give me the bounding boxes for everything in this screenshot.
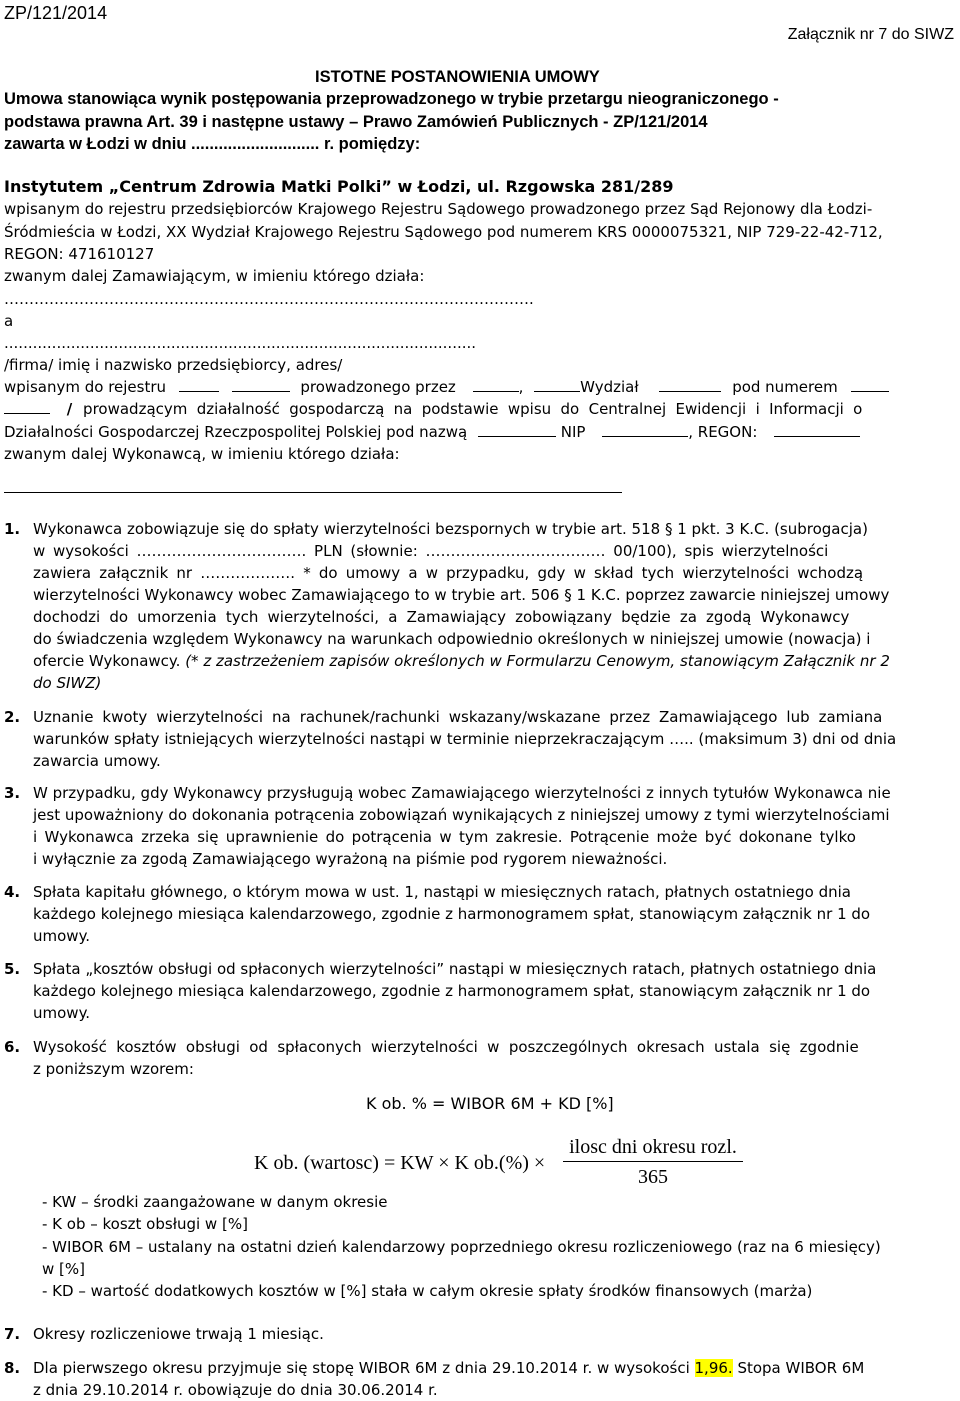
section-2-line: warunków spłaty istniejących wierzytelności nastąpi w terminie nieprzekraczającym ….. (maksimum 3) dni od dnia xyxy=(33,730,897,748)
fraction-bar xyxy=(563,1161,743,1162)
party1-line-3: REGON: 471610127 xyxy=(4,245,155,263)
section-number: 4. xyxy=(4,883,21,901)
party1-dots-2: ................................................................................................... xyxy=(4,334,477,352)
party2-text: prowadzącym działalność gospodarczą na podstawie wpisu do Centralnej Ewidencji i Informacji o xyxy=(83,400,863,418)
section-1-line: do świadczenia względem Wykonawcy na warunkach odpowiednio określonych w niniejszej umowie (nowacja) i xyxy=(33,630,871,648)
section-1 xyxy=(33,518,955,694)
section-3-line: W przypadku, gdy Wykonawcy przysługują wobec Zamawiającego wierzytelności z innych tytułów Wykonawca nie xyxy=(33,784,891,802)
section-2-line: Uznanie kwoty wierzytelności na rachunek/rachunki wskazany/wskazane przez Zamawiającego lub zamiana xyxy=(33,708,883,726)
section-1-text: ofercie Wykonawcy. xyxy=(33,652,186,670)
blank-field xyxy=(179,377,219,392)
annex-label: Załącznik nr 7 do SIWZ xyxy=(787,26,954,43)
party1-firma-note: /firma/ imię i nazwisko przedsiębiorcy, adres/ xyxy=(4,356,343,374)
party2-text: , REGON: xyxy=(688,423,758,441)
section-number: 5. xyxy=(4,960,21,978)
section-4-line: Spłata kapitału głównego, o którym mowa w ust. 1, nastąpi w miesięcznych ratach, płatnych ostatniego dnia xyxy=(33,883,851,901)
party2-text: Działalności Gospodarczej Rzeczpospolitej Polskiej pod nazwą xyxy=(4,423,468,441)
section-5 xyxy=(33,958,955,1024)
section-5-line: umowy. xyxy=(33,1004,91,1022)
definition-wibor: - WIBOR 6M – ustalany na ostatni dzień kalendarzowy poprzedniego okresu rozliczeniowego (raz na 6 miesięcy) xyxy=(42,1238,881,1256)
party2-slash: / xyxy=(66,400,73,418)
party2-text: , xyxy=(518,378,524,396)
section-1-line: wierzytelności Wykonawcy wobec Zamawiającego to w trybie art. 506 § 1 K.C. poprzez zawarcie niniejszej umowy xyxy=(33,586,890,604)
blank-field xyxy=(232,377,290,392)
section-number: 8. xyxy=(4,1359,21,1377)
section-1-footnote: (* z zastrzeżeniem zapisów określonych w Formularzu Cenowym, stanowiącym Załącznik nr 2 xyxy=(185,652,890,670)
blank-field xyxy=(478,422,556,437)
section-3-line: jest upoważniony do dokonania potrącenia zobowiązań wynikających z niniejszej umowy z tymi wierzytelnościami xyxy=(33,806,890,824)
header-line-3: zawarta w Łodzi w dniu ............................ r. pomiędzy: xyxy=(4,135,421,153)
section-3-line: i wyłącznie za zgodą Zamawiającego wyrażoną na piśmie pod rygorem nieważności. xyxy=(33,850,668,868)
section-4 xyxy=(33,881,955,947)
party1-name: Instytutem „Centrum Zdrowia Matki Polki” w Łodzi, ul. Rzgowska 281/289 xyxy=(4,177,674,196)
section-1-footnote-end: do SIWZ) xyxy=(33,674,102,692)
section-8-text: Dla pierwszego okresu przyjmuje się stopę WIBOR 6M z dnia 29.10.2014 r. w wysokości xyxy=(33,1359,695,1377)
party2-text: NIP xyxy=(560,423,586,441)
header-line-1: Umowa stanowiąca wynik postępowania przeprowadzonego w trybie przetargu nieograniczonego - xyxy=(4,90,779,108)
section-1-line: w wysokości ……………………………. PLN (słownie: ……………………………… 00/100), spis wierzytelności xyxy=(33,542,829,560)
party2-line-2 xyxy=(4,398,956,420)
section-5-line: każdego kolejnego miesiąca kalendarzowego, zgodnie z harmonogramem spłat, stanowiącym załącznik nr 1 do xyxy=(33,982,871,1000)
section-2-line: zawarcia umowy. xyxy=(33,752,161,770)
party1-line-1: wpisanym do rejestru przedsiębiorców Krajowego Rejestru Sądowego prowadzonego przez Sąd Rejonowy dla Łodzi- xyxy=(4,200,873,218)
section-7-line: Okresy rozliczeniowe trwają 1 miesiąc. xyxy=(33,1325,324,1343)
blank-field xyxy=(534,377,580,392)
header-line-2: podstawa prawna Art. 39 i następne ustawy – Prawo Zamówień Publicznych - ZP/121/2014 xyxy=(4,113,708,131)
definition-kd: - KD – wartość dodatkowych kosztów w [%] stała w całym okresie spłaty środków finansowych (marża) xyxy=(42,1282,813,1300)
signature-line xyxy=(4,478,622,493)
section-8-line-1 xyxy=(33,1357,864,1379)
party2-line-1 xyxy=(4,376,956,398)
section-3 xyxy=(33,782,955,870)
blank-field xyxy=(473,377,519,392)
section-5-line: Spłata „kosztów obsługi od spłaconych wierzytelności” nastąpi w miesięcznych ratach, płatnych ostatniego dnia xyxy=(33,960,877,978)
section-4-line: umowy. xyxy=(33,927,91,945)
definition-wibor-unit: w [%] xyxy=(42,1260,85,1278)
party2-text: Wydział xyxy=(580,378,639,396)
party1-a: a xyxy=(4,312,14,330)
party2-text: pod numerem xyxy=(732,378,838,396)
party2-line-4: zwanym dalej Wykonawcą, w imieniu którego działa: xyxy=(4,445,400,463)
blank-field xyxy=(851,377,889,392)
section-6-line: Wysokość kosztów obsługi od spłaconych wierzytelności w poszczególnych okresach ustala się zgodnie xyxy=(33,1038,859,1056)
party2-text: prowadzonego przez xyxy=(300,378,456,396)
blank-field xyxy=(659,377,721,392)
blank-field xyxy=(4,399,50,414)
formula-numerator: ilosc dni okresu rozl. xyxy=(569,1136,737,1158)
section-1-line-7 xyxy=(33,650,955,672)
document-title: ISTOTNE POSTANOWIENIA UMOWY xyxy=(315,68,600,86)
section-3-line: i Wykonawca zrzeka się uprawnienie do potrącenia w tym zakresie. Potrącenie może być dokonane tylko xyxy=(33,828,856,846)
reference-number: ZP/121/2014 xyxy=(4,3,108,23)
section-number: 6. xyxy=(4,1038,21,1056)
section-1-line: Wykonawca zobowiązuje się do spłaty wierzytelności bezspornych w trybie art. 518 § 1 pkt. 3 K.C. (subrogacja) xyxy=(33,520,868,538)
party1-line-4: zwanym dalej Zamawiającym, w imieniu którego działa: xyxy=(4,267,425,285)
formula-cost-left: K ob. (wartosc) = KW × K ob.(%) × xyxy=(254,1152,546,1174)
section-4-line: każdego kolejnego miesiąca kalendarzowego, zgodnie z harmonogramem spłat, stanowiącym załącznik nr 1 do xyxy=(33,905,871,923)
formula-rate: K ob. % = WIBOR 6M + KD [%] xyxy=(366,1094,614,1113)
party1-dots: ……………………………………………………………………………………………. xyxy=(4,290,534,308)
blank-field xyxy=(602,422,688,437)
section-number: 3. xyxy=(4,784,21,802)
definition-kob: - K ob – koszt obsługi w [%] xyxy=(42,1215,248,1233)
definition-kw: - KW – środki zaangażowane w danym okresie xyxy=(42,1193,388,1211)
party2-text: wpisanym do rejestru xyxy=(4,378,167,396)
party2-line-3 xyxy=(4,421,860,443)
section-8-text: Stopa WIBOR 6M xyxy=(732,1359,865,1377)
section-number: 7. xyxy=(4,1325,21,1343)
section-number: 2. xyxy=(4,708,21,726)
section-2 xyxy=(33,706,955,772)
highlighted-rate: 1,96. xyxy=(694,1359,733,1377)
section-1-line: dochodzi do umorzenia tych wierzytelności, a Zamawiający zobowiązany będzie za zgodą Wykonawcy xyxy=(33,608,850,626)
section-8-line-2: z dnia 29.10.2014 r. obowiązuje do dnia 30.06.2014 r. xyxy=(33,1381,438,1399)
section-6 xyxy=(33,1036,955,1080)
section-6-line: z poniższym wzorem: xyxy=(33,1060,194,1078)
formula-denominator: 365 xyxy=(638,1166,668,1188)
party1-line-2: Śródmieścia w Łodzi, XX Wydział Krajowego Rejestru Sądowego pod numerem KRS 0000075321, NIP 729-22-42-712, xyxy=(4,223,883,241)
section-number: 1. xyxy=(4,520,21,538)
blank-field xyxy=(774,422,860,437)
section-1-line: zawiera załącznik nr ………………. * do umowy a w przypadku, gdy w skład tych wierzytelności wchodzą xyxy=(33,564,864,582)
